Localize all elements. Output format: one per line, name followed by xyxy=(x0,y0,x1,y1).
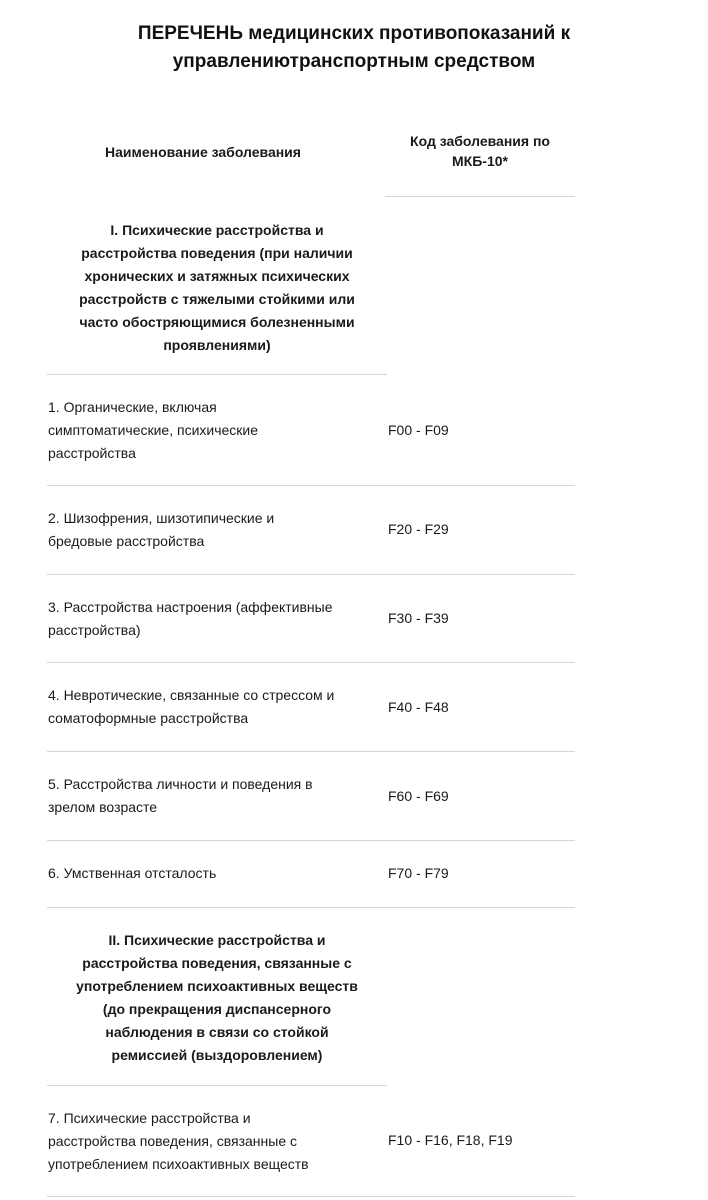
table-row-code: F10 - F16, F18, F19 xyxy=(388,1132,513,1148)
section-heading-1 xyxy=(47,219,387,357)
section-2-line: употреблением психоактивных веществ xyxy=(76,978,358,994)
divider xyxy=(47,840,575,841)
document-title xyxy=(0,20,708,76)
table-row-code: F00 - F09 xyxy=(388,422,449,438)
title-line-2: управлениютранспортным средством xyxy=(172,51,536,72)
row-name-line: зрелом возрасте xyxy=(48,799,158,815)
table-row-code: F40 - F48 xyxy=(388,699,449,715)
row-name-line: 1. Органические, включая xyxy=(48,399,217,415)
divider xyxy=(47,907,575,908)
section-2-line: II. Психические расстройства и xyxy=(108,932,326,948)
row-name-line: 6. Умственная отсталость xyxy=(48,865,217,881)
section-1-line: проявлениями) xyxy=(163,337,271,353)
section-2-line: ремиссией (выздоровлением) xyxy=(111,1047,323,1063)
divider xyxy=(47,485,575,486)
title-line-1: ПЕРЕЧЕНЬ медицинских противопоказаний к xyxy=(137,23,571,44)
table-row-name xyxy=(48,862,378,885)
divider xyxy=(47,1196,575,1197)
table-row-name xyxy=(48,596,378,642)
divider xyxy=(47,574,575,575)
row-name-line: 2. Шизофрения, шизотипические и xyxy=(48,510,275,526)
row-name-line: 5. Расстройства личности и поведения в xyxy=(48,776,313,792)
section-1-line: часто обостряющимися болезненными xyxy=(79,314,355,330)
row-name-line: 7. Психические расстройства и xyxy=(48,1110,251,1126)
section-heading-2 xyxy=(47,929,387,1067)
row-name-line: симптоматические, психические xyxy=(48,422,259,438)
divider xyxy=(47,1085,387,1086)
column-header-disease-name: Наименование заболевания xyxy=(105,144,301,160)
divider xyxy=(47,374,387,375)
divider xyxy=(47,751,575,752)
row-name-line: бредовые расстройства xyxy=(48,533,205,549)
table-row-code: F60 - F69 xyxy=(388,788,449,804)
row-name-line: расстройства) xyxy=(48,622,141,638)
section-1-line: хронических и затяжных психических xyxy=(84,268,350,284)
table-row-code: F30 - F39 xyxy=(388,610,449,626)
table-row-name xyxy=(48,773,378,819)
section-2-line: расстройства поведения, связанные с xyxy=(82,955,352,971)
table-row-name xyxy=(48,507,378,553)
code-header-line-2: МКБ-10* xyxy=(452,153,508,169)
section-2-line: наблюдения в связи со стойкой xyxy=(105,1024,329,1040)
section-2-line: (до прекращения диспансерного xyxy=(102,1001,332,1017)
code-header-line-1: Код заболевания по xyxy=(410,133,550,149)
row-name-line: расстройства поведения, связанные с xyxy=(48,1133,298,1149)
section-1-line: расстройств с тяжелыми стойкими или xyxy=(79,291,355,307)
column-header-icd-code xyxy=(385,131,575,171)
table-row-name xyxy=(48,684,378,730)
row-name-line: 4. Невротические, связанные со стрессом и xyxy=(48,687,335,703)
table-row-code: F70 - F79 xyxy=(388,865,449,881)
row-name-line: расстройства xyxy=(48,445,136,461)
section-1-line: расстройства поведения (при наличии xyxy=(81,245,353,261)
divider xyxy=(385,196,575,197)
row-name-line: 3. Расстройства настроения (аффективные xyxy=(48,599,333,615)
table-row-code: F20 - F29 xyxy=(388,521,449,537)
divider xyxy=(47,662,575,663)
table-row-name xyxy=(48,396,378,465)
table-row-name xyxy=(48,1107,378,1176)
row-name-line: соматоформные расстройства xyxy=(48,710,249,726)
section-1-line: I. Психические расстройства и xyxy=(110,222,324,238)
row-name-line: употреблением психоактивных веществ xyxy=(48,1156,309,1172)
